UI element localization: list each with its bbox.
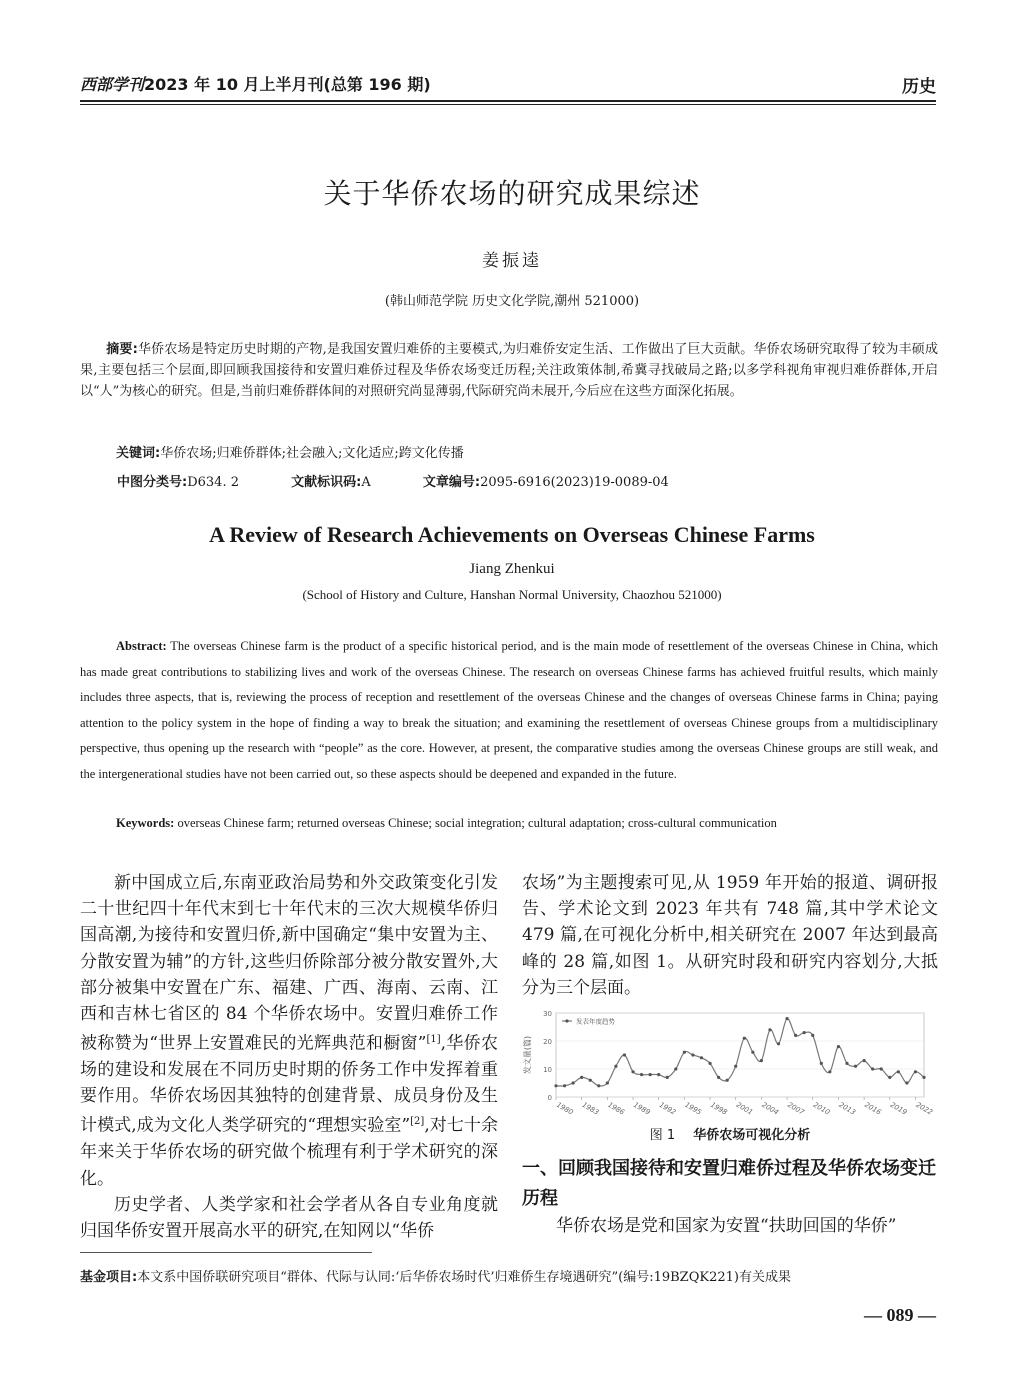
section-label: 历史: [902, 77, 936, 97]
data-point: [708, 1062, 711, 1065]
data-point: [580, 1076, 583, 1079]
data-point: [734, 1065, 737, 1068]
x-tick-label: 2001: [734, 1100, 755, 1117]
running-header: [80, 72, 936, 98]
body-paragraph: 历史学者、人类学家和社会学者从各自专业角度就归国华侨安置开展高水平的研究,在知网以“华侨: [80, 1194, 498, 1241]
body-paragraph: 华侨农场是党和国家为安置“扶助回国的华侨”: [556, 1216, 897, 1236]
english-keywords-label: Keywords:: [116, 816, 175, 830]
x-tick-label: 1986: [606, 1100, 626, 1117]
english-keywords: [116, 816, 938, 831]
keywords-cn-text: 华侨农场;归难侨群体;社会融入;文化适应;跨文化传播: [160, 446, 464, 461]
data-point: [589, 1079, 592, 1082]
data-point: [803, 1031, 806, 1034]
data-point: [880, 1067, 883, 1070]
series-line: [556, 1019, 924, 1087]
data-point: [922, 1076, 925, 1079]
data-point: [623, 1053, 626, 1056]
clc-label: 中图分类号:: [117, 475, 188, 490]
citation-ref[interactable]: [1]: [426, 1034, 441, 1046]
x-tick-label: 1998: [709, 1100, 729, 1117]
classification-row: [117, 471, 717, 490]
data-point: [572, 1081, 575, 1084]
affiliation: (韩山师范学院 历史文化学院,潮州 521000): [384, 294, 640, 309]
body-paragraph: 农场”为主题搜索可见,从 1959 年开始的报道、调研报告、学术论文到 2023 年共有 748 篇,其中学术论文 479 篇,在可视化分析中,相关研究在 2007 年达到最高峰的 28 篇,如图 1。从研究时段和研究内容划分,大抵分为三个层面。: [522, 873, 938, 998]
fund-label: 基金项目:: [80, 1270, 138, 1285]
keywords-cn-label: 关键词:: [116, 446, 161, 461]
data-point: [862, 1059, 865, 1062]
doc-code-value: A: [361, 475, 371, 490]
x-tick-label: 2007: [786, 1100, 806, 1117]
footnote-rule: [80, 1252, 372, 1253]
data-point: [606, 1081, 609, 1084]
y-tick-label: 30: [543, 1010, 552, 1018]
data-point: [760, 1059, 763, 1062]
english-abstract: [80, 634, 938, 787]
abstract-cn: [80, 339, 938, 402]
data-point: [597, 1084, 600, 1087]
data-point: [837, 1045, 840, 1048]
english-title: A Review of Research Achievements on Overseas Chinese Farms: [209, 522, 815, 547]
data-point: [845, 1062, 848, 1065]
data-point: [897, 1070, 900, 1073]
english-author: Jiang Zhenkui: [469, 561, 555, 577]
data-point: [666, 1076, 669, 1079]
data-point: [854, 1065, 857, 1068]
data-point: [726, 1079, 729, 1082]
x-tick-label: 1992: [657, 1100, 678, 1117]
body-right-column-continued: [522, 1213, 938, 1239]
data-point: [691, 1053, 694, 1056]
clc-value: D634. 2: [187, 475, 239, 490]
body-right-column: [522, 870, 938, 1001]
data-point: [554, 1084, 557, 1087]
body-paragraph: 新中国成立后,东南亚政治局势和外交政策变化引发二十世纪四十年代末到七十年代末的三次大规模华侨归国高潮,为接待和安置归侨,新中国确定“集中安置为主、分散安置为辅”的方针,这些归侨除部分被分散安置外,大部分被集中安置在广东、福建、广西、海南、云南、江西和吉林七省区的 84 个华侨农场中。安置归难侨工作被称赞为“世界上安置难民的光辉典范和橱窗”[1],华侨农场的建设和发展在不同历史时期的侨务工作中发挥着重要作用。华侨农场因其独特的创建背景、成员身份及生计模式,成为文化人类学研究的“理想实验室”[2],对七十余年来关于华侨农场的研究做个梳理有利于学术研究的深化。: [80, 873, 498, 1189]
x-tick-label: 1983: [580, 1100, 601, 1117]
journal-logo: 西部学刊: [80, 75, 145, 94]
data-point: [631, 1070, 634, 1073]
y-tick-label: 10: [543, 1066, 552, 1074]
x-tick-label: 1995: [683, 1100, 703, 1117]
y-axis-label: 发文量(篇): [523, 1035, 532, 1075]
data-point: [743, 1037, 746, 1040]
citation-ref[interactable]: [2]: [410, 1116, 425, 1128]
data-point: [905, 1081, 908, 1084]
data-point: [683, 1051, 686, 1054]
x-tick-label: 1989: [632, 1100, 652, 1117]
y-tick-label: 0: [547, 1094, 552, 1102]
figure-caption-text: 华侨农场可视化分析: [693, 1128, 811, 1143]
x-tick-label: 2004: [760, 1100, 780, 1117]
data-point: [614, 1065, 617, 1068]
header-rule-thin: [80, 104, 936, 105]
data-point: [657, 1073, 660, 1076]
article-no-label: 文章编号:: [422, 475, 481, 490]
data-point: [811, 1034, 814, 1037]
data-point: [717, 1076, 720, 1079]
data-point: [828, 1070, 831, 1073]
x-tick-label: 2013: [837, 1100, 857, 1117]
abstract-cn-label: 摘要:: [106, 342, 138, 357]
header-rule: [80, 100, 936, 102]
data-point: [820, 1062, 823, 1065]
article-title: 关于华侨农场的研究成果综述: [323, 177, 701, 210]
fund-text: 本文系中国侨联研究项目“群体、代际与认同:‘后华侨农场时代’归难侨生存境遇研究”(编号:19BZQK221)有关成果: [137, 1270, 791, 1285]
data-point: [871, 1067, 874, 1070]
section-heading: 一、回顾我国接待和安置归难侨过程及华侨农场变迁历程: [522, 1158, 936, 1209]
keywords-cn: [80, 443, 938, 464]
data-point: [888, 1076, 891, 1079]
data-point: [640, 1073, 643, 1076]
plot-frame: [556, 1013, 924, 1097]
english-abstract-label: Abstract:: [116, 639, 167, 653]
x-tick-label: 2019: [888, 1100, 909, 1117]
journal-issue: [80, 72, 431, 95]
data-point: [700, 1056, 703, 1059]
data-point: [768, 1028, 771, 1031]
x-tick-label: 2022: [914, 1100, 934, 1117]
issue-text: 2023 年 10 月上半月刊(总第 196 期): [144, 75, 431, 94]
page-number: — 089 —: [864, 1305, 936, 1325]
legend-marker: [565, 1019, 568, 1022]
figure-caption: [520, 1124, 940, 1143]
figure-number: 图 1: [649, 1128, 676, 1143]
author: 姜振逵: [482, 251, 542, 271]
english-affiliation: (School of History and Culture, Hanshan Normal University, Chaozhou 521000): [302, 587, 722, 602]
trend-line-chart: [520, 1007, 940, 1119]
x-tick-label: 2010: [811, 1100, 832, 1117]
data-point: [751, 1051, 754, 1054]
english-keywords-text: overseas Chinese farm; returned overseas Chinese; social integration; cultural adaptation; cross-cultural communication: [177, 816, 777, 830]
data-point: [785, 1017, 788, 1020]
y-tick-label: 20: [543, 1038, 552, 1046]
data-point: [777, 1042, 780, 1045]
data-point: [794, 1034, 797, 1037]
data-point: [563, 1084, 566, 1087]
abstract-cn-text: 华侨农场是特定历史时期的产物,是我国安置归难侨的主要模式,为归难侨安定生活、工作做出了巨大贡献。华侨农场研究取得了较为丰硕成果,主要包括三个层面,即回顾我国接待和安置归难侨过程及华侨农场变迁历程;关注政策体制,希冀寻找破局之路;以多学科视角审视归难侨群体,开启以“人”为核心的研究。但是,当前归难侨群体间的对照研究尚显薄弱,代际研究尚未展开,今后应在这些方面深化拓展。: [80, 342, 938, 399]
fund-note: [80, 1266, 791, 1285]
x-tick-label: 2016: [863, 1100, 883, 1117]
doc-code-label: 文献标识码:: [291, 475, 362, 490]
data-point: [914, 1070, 917, 1073]
data-point: [674, 1067, 677, 1070]
legend-label: 发表年度趋势: [576, 1017, 615, 1026]
x-tick-label: 1980: [555, 1100, 575, 1117]
data-point: [649, 1073, 652, 1076]
body-left-column: [80, 870, 498, 1244]
english-abstract-text: The overseas Chinese farm is the product of a specific historical period, and is the main mode of resettlement of the overseas Chinese in China, which has made great contributions to stabilizing lives and work of the overseas Chinese. The research on overseas Chinese farms has achieved fruitful results, which mainly includes three aspects, that is, reviewing the process of reception and resettlement of the overseas Chinese and the changes of overseas Chinese farms in China; paying attention to the policy system in the hope of finding a way to break the situation; and examining the resettlement of overseas Chinese groups from a multidisciplinary perspective, thus opening up the research with “people” as the core. However, at present, the comparative studies among the overseas Chinese groups are still weak, and the intergenerational studies have not been carried out, so these aspects should be deepened and expanded in the future.: [80, 639, 938, 781]
article-no-value: 2095-6916(2023)19-0089-04: [480, 475, 669, 490]
